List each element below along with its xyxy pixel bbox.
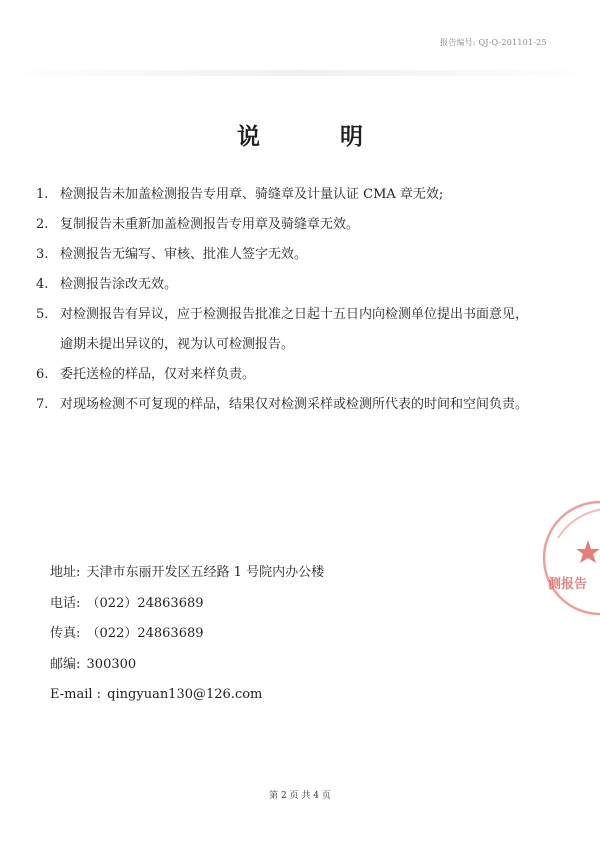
contact-info: [50, 563, 550, 716]
phone-row: [50, 594, 550, 625]
note-item-6: [36, 360, 576, 390]
note-text: 复制报告未重新加盖检测报告专用章及骑缝章无效。: [60, 217, 360, 232]
fax-label: 传真:: [50, 626, 81, 641]
seal-text: 测报告: [548, 577, 588, 592]
note-item-5: [36, 300, 576, 360]
notes-list: [36, 180, 576, 420]
note-number: 7.: [36, 397, 49, 412]
address-label: 地址:: [50, 565, 81, 580]
page-title: 说明: [237, 123, 443, 150]
report-number: 报告编号: QJ-Q-201101-25: [440, 38, 547, 47]
note-text: 检测报告无编写、审核、批准人签字无效。: [60, 247, 308, 262]
postcode-value: 300300: [86, 656, 137, 672]
note-text: 委托送检的样品，仅对来样负责。: [60, 367, 256, 382]
note-number: 1.: [36, 187, 49, 202]
note-text-block: [60, 300, 528, 360]
note-item-3: [36, 240, 576, 270]
address-row: [50, 563, 550, 594]
email-value: qingyuan130@126.com: [107, 687, 263, 702]
note-text-continued: 逾期未提出异议的，视为认可检测报告。: [60, 337, 295, 352]
note-item-7: [36, 390, 576, 420]
note-text: 对现场检测不可复现的样品，结果仅对检测采样或检测所代表的时间和空间负责。: [60, 397, 529, 412]
postcode-label: 邮编:: [50, 656, 81, 672]
fax-row: [50, 624, 550, 655]
note-number: 3.: [36, 247, 49, 262]
note-number: 2.: [36, 217, 49, 232]
fax-value: （022）24863689: [86, 626, 204, 641]
note-text: 对检测报告有异议，应于检测报告批准之日起十五日内向检测单位提出书面意见，: [60, 307, 529, 322]
note-number: 5.: [36, 307, 49, 322]
postcode-row: [50, 655, 550, 686]
email-label: E-mail :: [50, 687, 102, 702]
scan-bleed-through: [0, 70, 600, 76]
phone-value: （022）24863689: [86, 595, 204, 611]
page-indicator: 第 2 页 共 4 页: [269, 791, 331, 801]
note-text: 检测报告未加盖检测报告专用章、骑缝章及计量认证 CMA 章无效;: [60, 187, 444, 202]
note-number: 6.: [36, 367, 49, 382]
note-item-4: [36, 270, 576, 300]
seal-graphic: [540, 488, 600, 618]
address-value: 天津市东丽开发区五经路 1 号院内办公楼: [86, 565, 325, 580]
note-item-1: [36, 180, 576, 210]
note-item-2: [36, 210, 576, 240]
phone-label: 电话:: [50, 595, 81, 611]
note-number: 4.: [36, 277, 49, 292]
note-text: 检测报告涂改无效。: [60, 277, 178, 292]
official-seal-stamp: [540, 488, 600, 618]
email-row: [50, 685, 550, 716]
